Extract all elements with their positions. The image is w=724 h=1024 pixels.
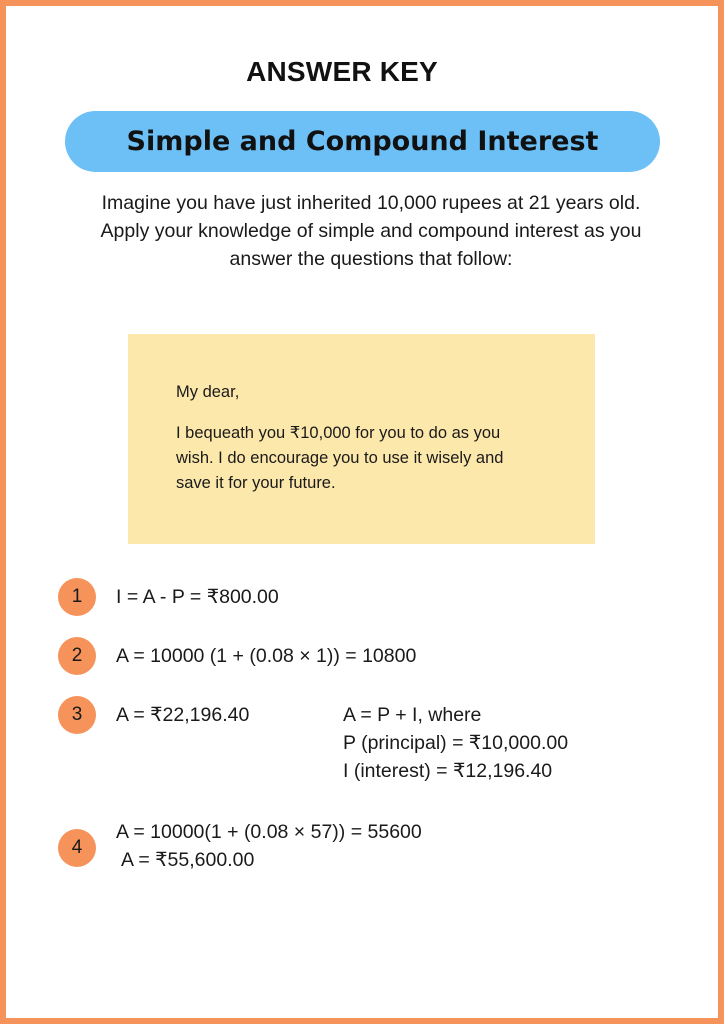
topic-banner: Simple and Compound Interest [65,111,660,172]
letter-line: save it for your future. [176,474,336,492]
intro-line: answer the questions that follow: [229,248,513,270]
intro-line: Imagine you have just inherited 10,000 rupees at 21 years old. [101,192,641,214]
answer-3-note-line: P (principal) = ₹10,000.00 [343,732,569,754]
answer-3-note-line: I (interest) = ₹12,196.40 [343,760,553,782]
answer-3-text: A = ₹22,196.40 [116,704,250,726]
answer-4-line: A = ₹55,600.00 [121,849,255,871]
answer-number-badge: 1 [58,578,96,616]
letter-line: wish. I do encourage you to use it wisely and [176,449,504,467]
answer-4-line: A = 10000(1 + (0.08 × 57)) = 55600 [116,821,422,843]
answer-1-text: I = A - P = ₹800.00 [116,586,279,608]
answer-number-badge: 2 [58,637,96,675]
letter-greeting: My dear, [176,383,240,401]
answer-4-text [116,818,422,874]
page-title: ANSWER KEY [246,56,438,87]
answer-2-text: A = 10000 (1 + (0.08 × 1)) = 10800 [116,645,417,667]
letter-body [176,421,556,496]
intro-line: Apply your knowledge of simple and compound interest as you [100,220,642,242]
intro-text [46,189,696,273]
answer-3-note-line: A = P + I, where [343,704,482,726]
letter-line: I bequeath you ₹10,000 for you to do as you [176,424,501,442]
inheritance-letter [128,334,595,544]
answer-3-note [343,701,568,785]
answer-number-badge: 4 [58,829,96,867]
answer-number-badge: 3 [58,696,96,734]
